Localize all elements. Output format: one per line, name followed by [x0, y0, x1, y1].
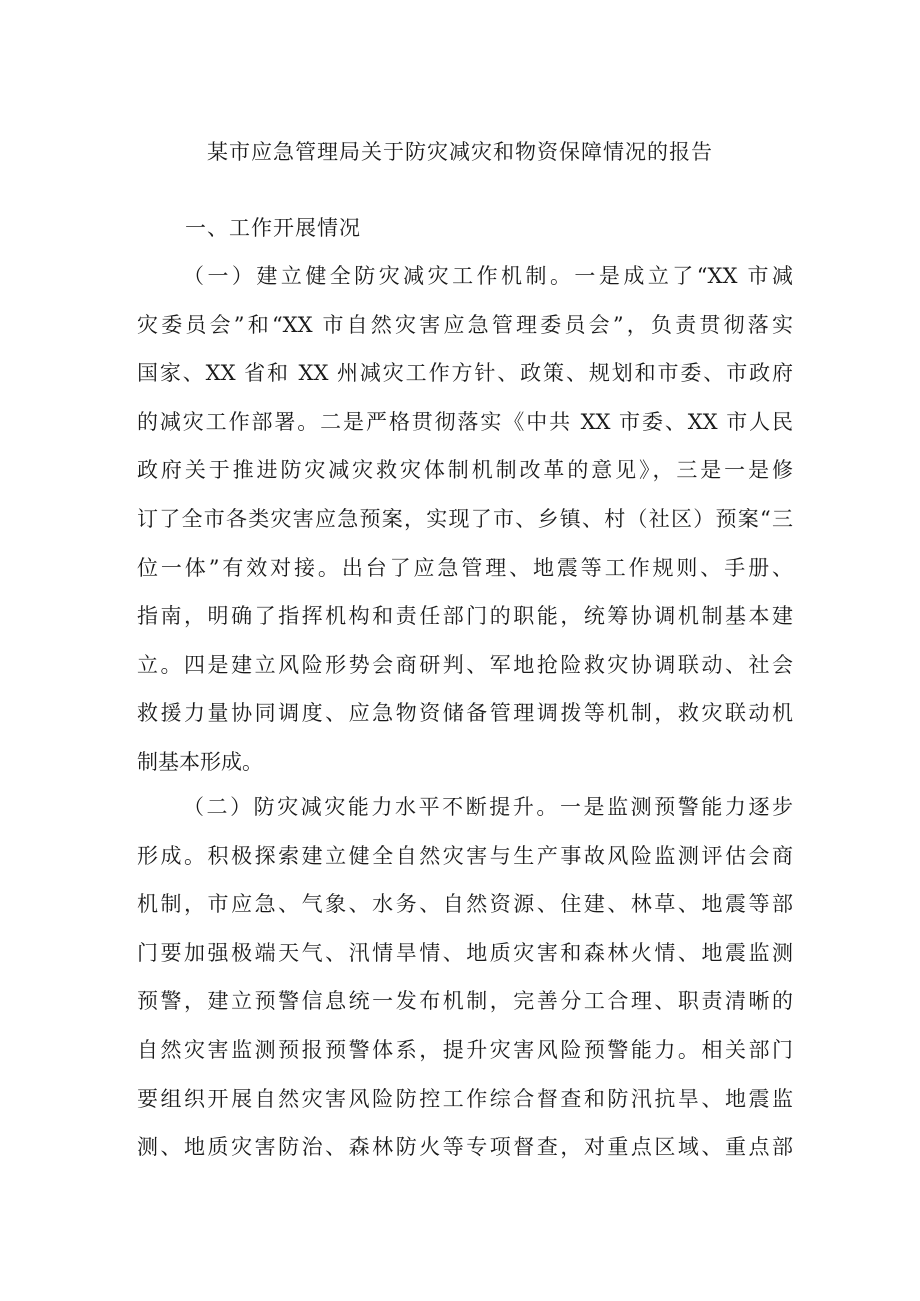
paragraph-capability [137, 783, 793, 1172]
paragraph-line: 门要加强极端天气、汛情旱情、地质灾害和森林火情、地震监测 [137, 940, 793, 965]
paragraph-line: 立。四是建立风险形势会商研判、军地抢险救灾协调联动、社会 [137, 652, 793, 677]
paragraph-line: 机制，市应急、气象、水务、自然资源、住建、林草、地震等部 [137, 892, 793, 917]
paragraph-line: 预警，建立预警信息统一发布机制，完善分工合理、职责清晰的 [137, 989, 793, 1014]
paragraph-line: 制基本形成。 [137, 749, 263, 774]
paragraph-line: 国家、XX 省和 XX 州减灾工作方针、政策、规划和市委、市政府 [137, 361, 793, 386]
paragraph-line: 的减灾工作部署。二是严格贯彻落实《中共 XX 市委、XX 市人民 [137, 409, 793, 434]
paragraph-line: （一）建立健全防灾减灾工作机制。一是成立了“XX 市减 [183, 264, 793, 288]
document-title: 某市应急管理局关于防灾减灾和物资保障情况的报告 [207, 140, 713, 164]
paragraph-line: 救援力量协同调度、应急物资储备管理调拨等机制，救灾联动机 [137, 701, 793, 726]
paragraph-line: 位一体”有效对接。出台了应急管理、地震等工作规则、手册、 [137, 555, 793, 580]
paragraph-line: 灾委员会”和“XX 市自然灾害应急管理委员会”，负责贯彻落实 [137, 312, 793, 337]
paragraph-mechanism [137, 252, 793, 787]
paragraph-line: 指南，明确了指挥机构和责任部门的职能，统筹协调机制基本建 [137, 604, 793, 629]
section-heading: 一、工作开展情况 [185, 216, 361, 240]
paragraph-line: 订了全市各类灾害应急预案，实现了市、乡镇、村（社区）预案“三 [137, 506, 793, 531]
paragraph-line: （二）防灾减灾能力水平不断提升。一是监测预警能力逐步 [183, 795, 793, 819]
paragraph-line: 测、地质灾害防治、森林防火等专项督查，对重点区域、重点部 [137, 1135, 793, 1160]
paragraph-line: 形成。积极探索建立健全自然灾害与生产事故风险监测评估会商 [137, 843, 793, 868]
paragraph-line: 要组织开展自然灾害风险防控工作综合督查和防汛抗旱、地震监 [137, 1086, 793, 1111]
paragraph-line: 自然灾害监测预报预警体系，提升灾害风险预警能力。相关部门 [137, 1037, 793, 1062]
paragraph-line: 政府关于推进防灾减灾救灾体制机制改革的意见》，三是一是修 [137, 458, 793, 483]
